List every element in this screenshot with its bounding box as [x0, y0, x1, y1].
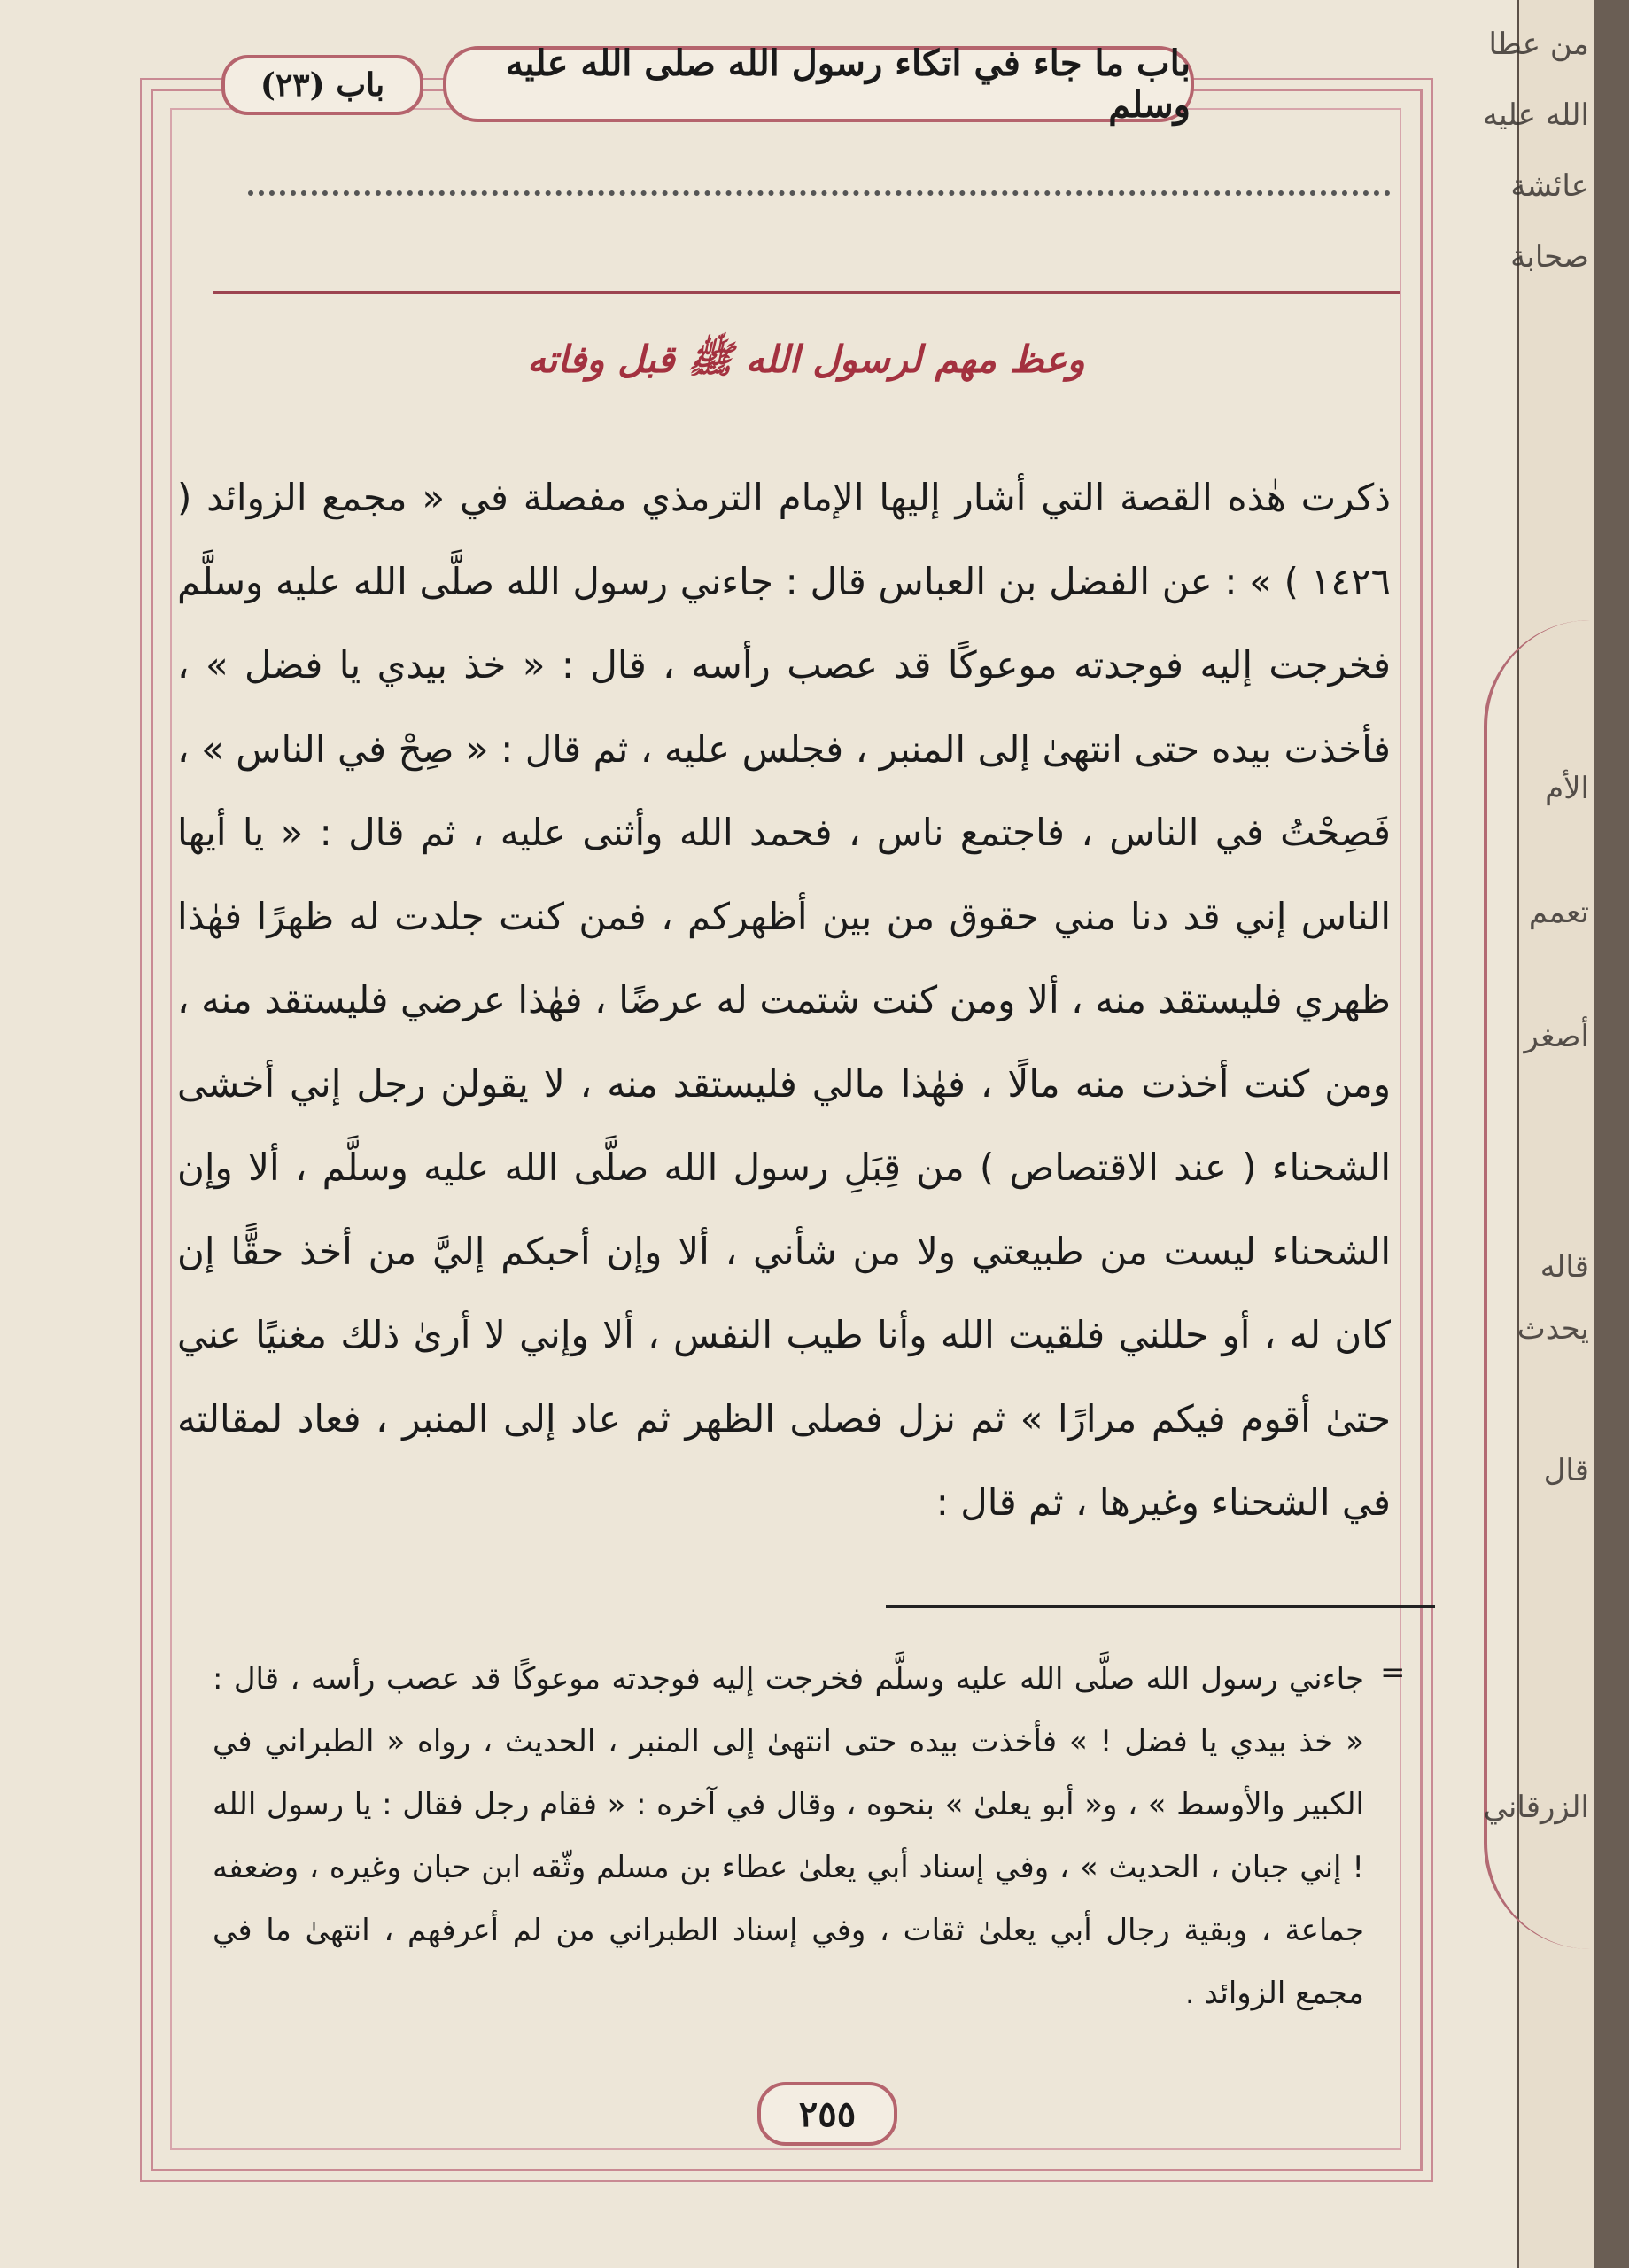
adjacent-text-fragment: قال: [1543, 1453, 1589, 1488]
adjacent-text-fragment: يحدث: [1517, 1311, 1589, 1347]
adjacent-text-fragment: الزرقاني: [1483, 1790, 1589, 1825]
section-title: وعظ مهم لرسول الله ﷺ قبل وفاته: [527, 338, 1085, 381]
running-header-title: باب ما جاء في اتكاء رسول الله صلى الله عليه وسلم: [443, 46, 1194, 122]
adjacent-text-fragment: تعمم: [1528, 895, 1589, 930]
section-divider: [213, 291, 1400, 294]
adjacent-text-fragment: من عطا: [1488, 27, 1589, 62]
footnote-text: جاءني رسول الله صلَّى الله عليه وسلَّم فخرجت إليه فوجدته موعوكًا قد عصب رأسه ، قال : « خذ بيدي يا فضل ! » فأخذت بيده حتى انتهىٰ إلى المنبر ، الحديث ، رواه « الطبراني في الكبير والأوسط » ، و« أبو يعلىٰ » بنحوه ، وقال في آخره : « فقام رجل فقال : يا رسول الله ! إني جبان ، الحديث » ، وفي إسناد أبي يعلىٰ عطاء بن مسلم وثّقه ابن حبان وغيره ، وضعفه جماعة ، وبقية رجال أبي يعلىٰ ثقات ، وفي إسناد الطبراني من لم أعرفهم ، انتهىٰ ما في مجمع الزوائد .: [213, 1661, 1364, 2011]
adjacent-text-fragment: عائشة: [1510, 168, 1589, 204]
chapter-badge: باب (٢٣): [221, 55, 423, 115]
ellipsis-dotted-line: [248, 190, 1391, 196]
adjacent-text-fragment: الأم: [1545, 771, 1589, 806]
adjacent-text-fragment: صحابة: [1510, 239, 1589, 275]
main-paragraph: ذكرت هٰذه القصة التي أشار إليها الإمام الترمذي مفصلة في « مجمع الزوائد ( ١٤٢٦ ) » : عن الفضل بن العباس قال : جاءني رسول الله صلَّى الله عليه وسلَّم فخرجت إليه فوجدته موعوكًا قد عصب رأسه ، قال : « خذ بيدي يا فضل » ، فأخذت بيده حتى انتهىٰ إلى المنبر ، فجلس عليه ، ثم قال : « صِحْ في الناس » ، فَصِحْتُ في الناس ، فاجتمع ناس ، فحمد الله وأثنى عليه ، ثم قال : « يا أيها الناس إني قد دنا مني حقوق من بين أظهركم ، فمن كنت جلدت له ظهرًا فهٰذا ظهري فليستقد منه ، ألا ومن كنت شتمت له عرضًا ، فهٰذا عرضي فليستقد منه ، ومن كنت أخذت منه مالًا ، فهٰذا مالي فليستقد منه ، لا يقولن رجل إني أخشى الشحناء ( عند الاقتصاص ) من قِبَلِ رسول الله صلَّى الله عليه وسلَّم ، ألا وإن الشحناء ليست من طبيعتي ولا من شأني ، ألا وإن أحبكم إليَّ من أخذ حقًّا إن كان له ، أو حللني فلقيت الله وأنا طيب النفس ، ألا وإني لا أرىٰ ذلك مغنيًا عني حتىٰ أقوم فيكم مرارًا » ثم نزل فصلى الظهر ثم عاد إلى المنبر ، فعاد لمقالته في الشحناء وغيرها ، ثم قال :: [177, 476, 1391, 1524]
adjacent-page-ornament: [1484, 620, 1629, 1949]
footnote-continuation-marker: =: [1380, 1655, 1406, 1690]
adjacent-text-fragment: أصغر: [1524, 1019, 1589, 1054]
adjacent-text-fragment: قاله: [1540, 1249, 1589, 1285]
footnote-separator: [886, 1605, 1435, 1608]
adjacent-text-fragment: الله عليه: [1482, 97, 1589, 133]
page-number: ٢٥٥: [757, 2082, 897, 2146]
adjacent-page-edge: [1482, 0, 1594, 2268]
